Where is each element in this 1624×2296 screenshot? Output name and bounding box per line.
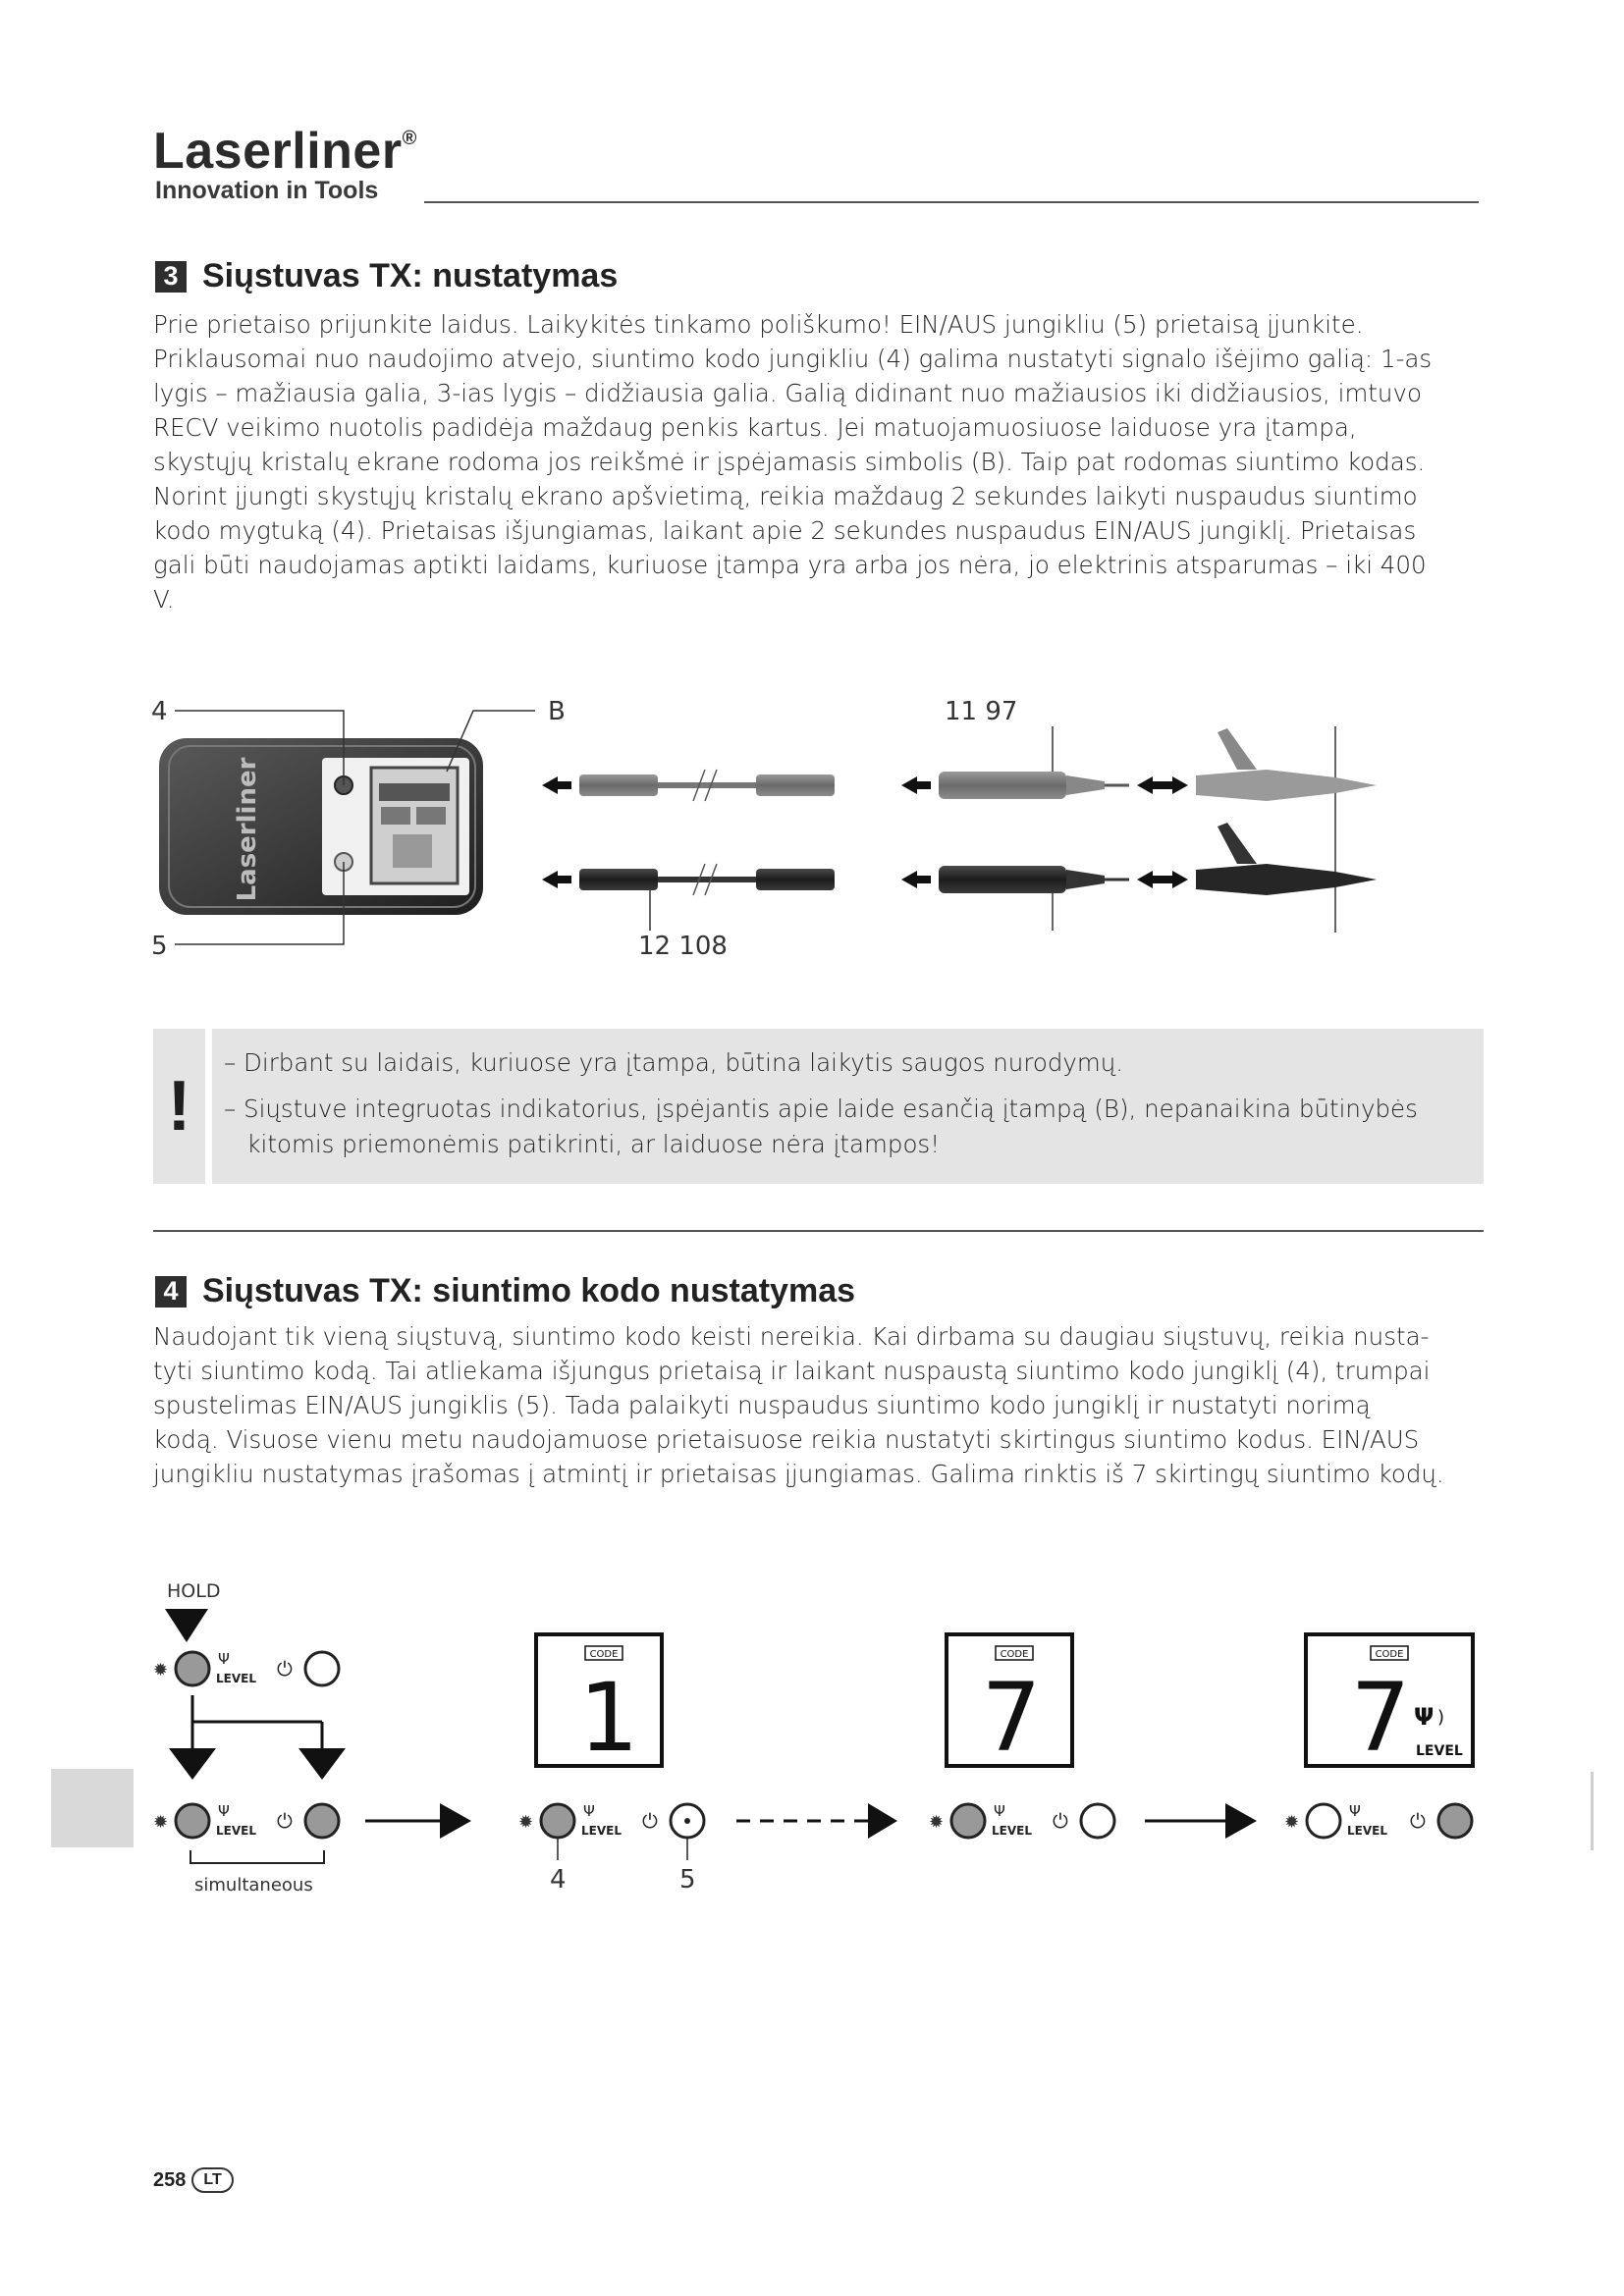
paragraph-line: Priklausomai nuo naudojimo atvejo, siuntimo kodo jungikliu (4) galima nustatyti signalo išėjimo galią: 1-as: [153, 345, 1433, 373]
figure-label-B: B: [548, 697, 566, 726]
backlight-icon: ✹: [1284, 1812, 1300, 1833]
section-divider: [153, 1230, 1484, 1232]
code-label: CODE: [589, 1649, 619, 1660]
section-3-number: 3: [155, 261, 187, 293]
transmitter-figure: [147, 687, 1483, 972]
figure-label-11-97: 11 97: [945, 697, 1018, 726]
warning-item: – Siųstuve integruotas indikatorius, įspėjantis apie laide esančią įtampą (B), nepanaikina būtinybės: [224, 1095, 1418, 1123]
section-4-heading: [155, 1272, 855, 1310]
level-label: LEVEL: [1347, 1824, 1387, 1838]
power-icon: ⏻: [277, 1809, 293, 1833]
figure-label-5: 5: [151, 932, 168, 961]
right-arrow-icon: [868, 1803, 897, 1839]
code-digit: 1: [578, 1663, 639, 1773]
brand-logo: [153, 123, 417, 180]
code-button-pressed: [541, 1804, 574, 1838]
transmitter-device: [159, 738, 483, 915]
paragraph-line: kodo mygtuką (4). Prietaisas išjungiamas, laikant apie 2 sekundes nuspaudus EIN/AUS jungiklį. Prietaisas: [153, 516, 1417, 545]
power-icon: ⏻: [1410, 1809, 1426, 1833]
paragraph-line: tyti siuntimo kodą. Tai atliekama išjungus prietaisą ir laikant nuspaustą siuntimo kodo jungiklį (4), trumpai: [153, 1357, 1431, 1385]
section-3-heading: [155, 257, 618, 295]
paragraph-line: Naudojant tik vieną siųstuvą, siuntimo kodo keisti nereikia. Kai dirbama su daugiau siųstuvų, reikia nusta-: [153, 1322, 1430, 1351]
warning-icon: !: [167, 1067, 191, 1146]
page-footer: [153, 2167, 234, 2193]
display-step-2: [947, 1634, 1072, 1773]
section-3-paragraph: [153, 307, 1484, 616]
power-icon: ⏻: [642, 1809, 658, 1833]
paragraph-line: gali būti naudojamas aptikti laidams, kuriuose įtampa yra arba jos nėra, jo elektrinis atsparumas – iki 400: [153, 551, 1427, 579]
antenna-icon: Ψ: [218, 1650, 230, 1668]
control-row-initial: [153, 1650, 339, 1685]
figure-label-4: 4: [151, 697, 168, 726]
red-test-lead: [542, 728, 1377, 801]
page-number: 258: [153, 2168, 187, 2191]
label-code-button: 4: [550, 1865, 567, 1895]
paragraph-line: Prie prietaiso prijunkite laidus. Laikykitės tinkamo poliškumo! EIN/AUS jungikliu (5) prietaisą įjunkite.: [153, 310, 1364, 339]
level-label: LEVEL: [581, 1824, 622, 1838]
antenna-icon: Ψ: [583, 1802, 595, 1820]
display-step-3: [1306, 1634, 1473, 1773]
right-arrow-icon: [1225, 1803, 1257, 1839]
code-button-pressed: [951, 1804, 985, 1838]
backlight-icon: ✹: [153, 1812, 169, 1833]
paragraph-line: kodą. Visuose vienu metu naudojamuose prietaisuose reikia nustatyti skirtingus siuntimo kodus. EIN/AUS: [153, 1425, 1420, 1454]
warning-box: [212, 1029, 1484, 1184]
paragraph-line: spustelimas EIN/AUS jungiklis (5). Tada palaikyti nuspaudus siuntimo kodo jungiklį ir nustatyti norimą: [153, 1391, 1371, 1419]
level-label: LEVEL: [992, 1824, 1032, 1838]
level-label: LEVEL: [216, 1672, 256, 1685]
code-digit: 7: [981, 1663, 1042, 1773]
warning-symbol-box: [153, 1029, 205, 1184]
code-digit: 7: [1350, 1663, 1411, 1773]
language-badge: LT: [191, 2167, 233, 2193]
section-4-number: 4: [155, 1276, 187, 1308]
simultaneous-label: simultaneous: [194, 1875, 313, 1896]
antenna-icon: Ψ: [994, 1802, 1005, 1820]
paragraph-line: skystųjų kristalų ekrane rodoma jos reikšmė ir įspėjamasis simbolis (B). Taip pat rodomas siuntimo kodas.: [153, 448, 1426, 476]
antenna-icon: Ψ: [1414, 1703, 1435, 1731]
control-row-step-3: [1284, 1802, 1472, 1838]
down-arrow-icon: [169, 1748, 216, 1780]
figure-label-12-108: 12 108: [638, 932, 728, 961]
section-4-paragraph: [153, 1319, 1484, 1491]
registered-mark: ®: [402, 127, 417, 149]
level-label: LEVEL: [1416, 1743, 1463, 1759]
down-arrow-icon: [298, 1748, 346, 1780]
chapter-tab: [51, 1769, 134, 1847]
device-brand-text: Laserliner: [233, 757, 262, 902]
backlight-icon: ✹: [929, 1812, 945, 1833]
power-button: [305, 1652, 339, 1685]
power-button-pressed: [305, 1804, 339, 1838]
black-test-lead: [542, 823, 1377, 895]
header-rule: [424, 201, 1479, 203]
power-icon: ⏻: [277, 1657, 293, 1681]
brand-tagline: Innovation in Tools: [155, 177, 379, 204]
antenna-icon: Ψ: [218, 1802, 230, 1820]
paragraph-line: jungikliu nustatymas įrašomas į atmintį ir prietaisas įjungiamas. Galima rinktis iš 7 skirtingų siuntimo kodų.: [153, 1460, 1444, 1488]
section-4-title: Siųstuvas TX: siuntimo kodo nustatymas: [202, 1272, 856, 1309]
code-button-pressed: [176, 1652, 209, 1685]
antenna-icon: Ψ: [1349, 1802, 1361, 1820]
power-button-pressed: [1438, 1804, 1472, 1838]
control-row-step-2: [929, 1802, 1114, 1838]
paragraph-line: Norint įjungti skystųjų kristalų ekrano apšvietimą, reikia maždaug 2 sekundes laikyti nuspaudus siuntimo: [153, 482, 1418, 510]
warning-item: – Dirbant su laidais, kuriuose yra įtampa, būtina laikytis saugos nurodymų.: [224, 1048, 1124, 1077]
power-button: [1081, 1804, 1114, 1838]
paragraph-line: lygis – mažiausia galia, 3-ias lygis – didžiausia galia. Galią didinant nuo mažiausios iki didžiausios, imtuvo: [153, 379, 1422, 407]
power-icon: ⏻: [1053, 1809, 1068, 1833]
backlight-icon: ✹: [518, 1812, 534, 1833]
hold-label: HOLD: [167, 1580, 221, 1602]
code-label: CODE: [1000, 1649, 1029, 1660]
split-arrows: [169, 1695, 346, 1780]
signal-wave-icon: ): [1437, 1707, 1445, 1728]
margin-mark: [1591, 1772, 1594, 1850]
code-button-pressed: [176, 1804, 209, 1838]
control-row-simultaneous: [153, 1802, 339, 1896]
code-label: CODE: [1375, 1649, 1404, 1660]
section-3-title: Siųstuvas TX: nustatymas: [202, 257, 619, 294]
brand-name: Laserliner: [153, 123, 403, 180]
paragraph-line: RECV veikimo nuotolis padidėja maždaug penkis kartus. Jei matuojamuosiuose laiduose yra įtampa,: [153, 413, 1357, 442]
label-power-button: 5: [679, 1865, 696, 1895]
code-button: [1307, 1804, 1340, 1838]
code-setting-diagram: [147, 1575, 1483, 1909]
right-arrow-icon: [440, 1803, 471, 1839]
paragraph-line: V.: [153, 585, 175, 614]
level-label: LEVEL: [216, 1824, 256, 1838]
warning-item: kitomis priemonėmis patikrinti, ar laiduose nėra įtampos!: [224, 1130, 941, 1158]
control-row-step-1: [518, 1802, 704, 1895]
hold-arrow-icon: [165, 1609, 208, 1642]
display-step-1: [536, 1634, 662, 1773]
backlight-icon: ✹: [153, 1660, 169, 1681]
